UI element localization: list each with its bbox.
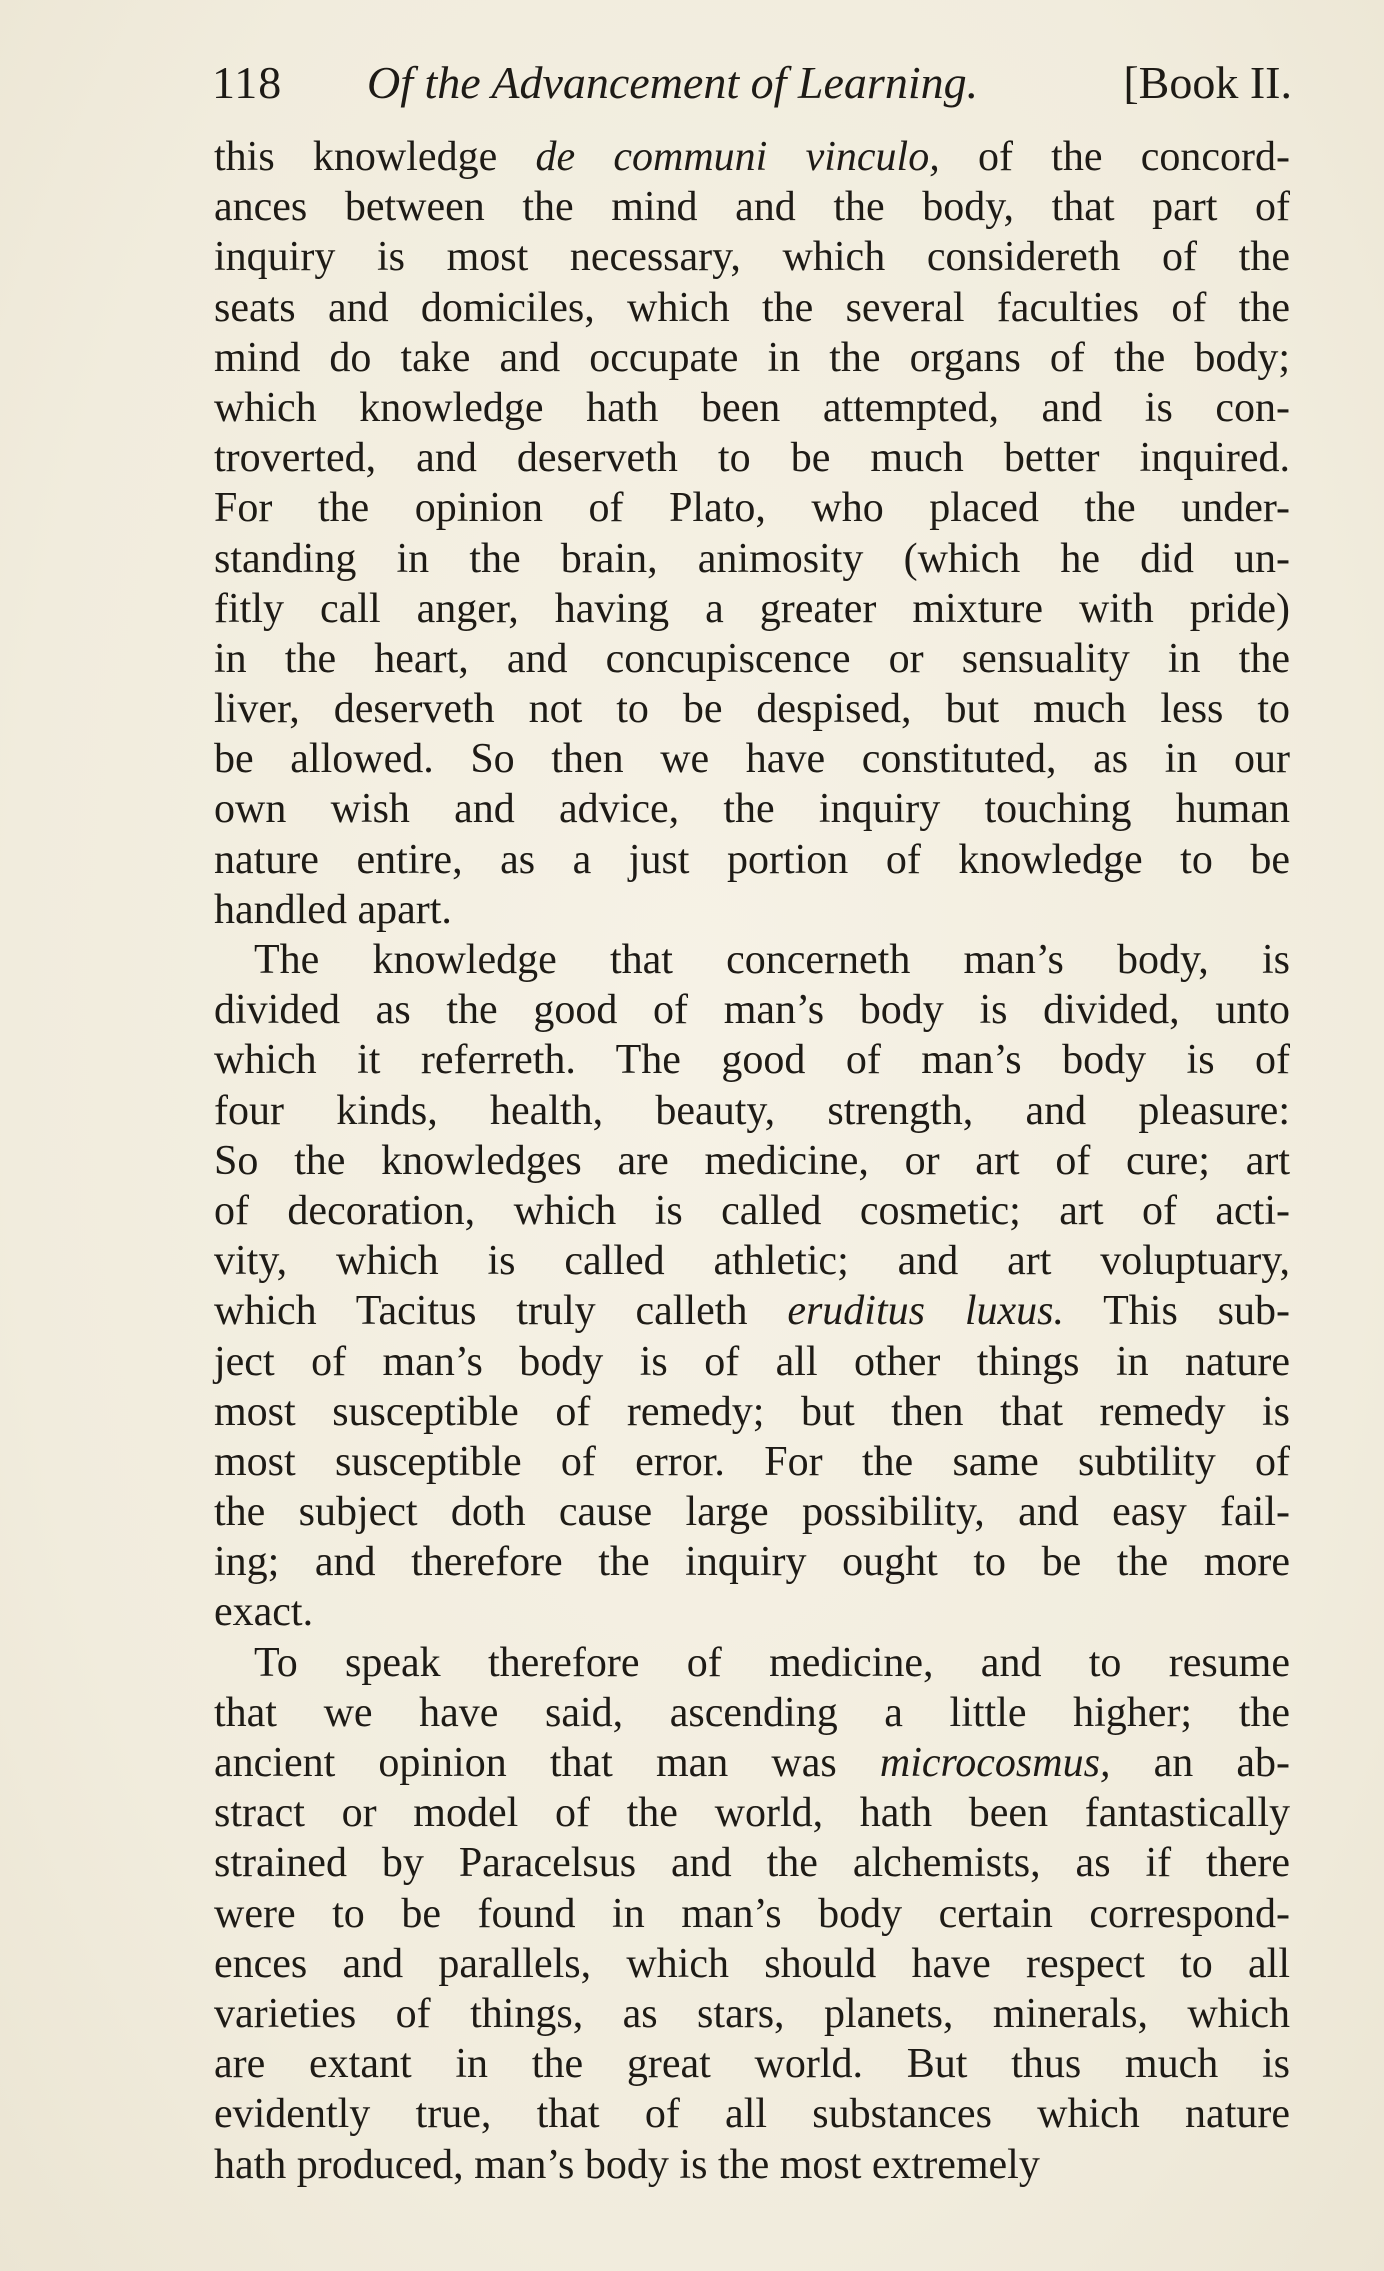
text-segment: ject of man’s body is of all other things in nature — [214, 1338, 1290, 1385]
text-line — [214, 885, 1290, 935]
text-segment: of decoration, which is called cosmetic; art of acti- — [214, 1187, 1290, 1234]
text-line — [214, 1186, 1290, 1236]
text-segment: which it referreth. The good of man’s body is of — [214, 1037, 1290, 1084]
text-segment: For the opinion of Plato, who placed the under- — [214, 485, 1290, 532]
text-segment: ences and parallels, which should have respect to all — [214, 1940, 1290, 1987]
text-segment: four kinds, health, beauty, strength, and pleasure: — [214, 1087, 1290, 1134]
text-line — [214, 1337, 1290, 1387]
text-segment: most susceptible of error. For the same subtility of — [214, 1438, 1290, 1485]
text-line — [214, 1286, 1290, 1336]
text-line — [214, 684, 1290, 734]
text-line — [214, 1738, 1290, 1788]
text-line — [214, 1587, 1290, 1637]
text-segment: are extant in the great world. But thus much is — [214, 2041, 1290, 2088]
text-line — [214, 1537, 1290, 1587]
text-line — [214, 383, 1290, 433]
text-segment: troverted, and deserveth to be much better inquired. — [214, 435, 1290, 482]
text-line — [214, 132, 1290, 182]
text-segment: divided as the good of man’s body is divided, unto — [214, 987, 1290, 1034]
text-line — [214, 1838, 1290, 1888]
text-line — [214, 835, 1290, 885]
text-segment: This sub- — [1064, 1288, 1290, 1335]
text-line — [214, 1788, 1290, 1838]
text-segment: inquiry is most necessary, which considereth of the — [214, 234, 1290, 281]
italic-term: microcosmus, — [879, 1740, 1111, 1786]
text-segment: ing; and therefore the inquiry ought to be the more — [214, 1539, 1290, 1586]
text-segment: this knowledge — [214, 134, 536, 180]
italic-term: de communi vinculo, — [535, 134, 940, 180]
text-segment: liver, deserveth not to be despised, but much less to — [214, 686, 1290, 733]
text-line — [214, 1437, 1290, 1487]
text-line — [214, 2089, 1290, 2139]
text-line — [214, 534, 1290, 584]
text-segment: exact. — [214, 1589, 314, 1636]
text-line — [214, 1136, 1290, 1186]
text-segment: which knowledge hath been attempted, and is con- — [214, 384, 1290, 431]
text-line — [214, 483, 1290, 533]
text-segment: that we have said, ascending a little higher; the — [214, 1689, 1290, 1736]
text-segment: So the knowledges are medicine, or art of cure; art — [214, 1137, 1290, 1184]
text-segment: own wish and advice, the inquiry touching human — [214, 786, 1290, 833]
text-segment: standing in the brain, animosity (which he did un- — [214, 535, 1290, 582]
text-segment: nature entire, as a just portion of knowledge to be — [214, 836, 1290, 883]
page-number: 118 — [212, 57, 283, 108]
text-segment: handled apart. — [214, 886, 452, 933]
text-line — [214, 1035, 1290, 1085]
text-segment: in the heart, and concupiscence or sensuality in the — [214, 635, 1290, 682]
text-line — [214, 333, 1290, 383]
text-line — [214, 232, 1290, 282]
text-segment: evidently true, that of all substances which nature — [214, 2091, 1290, 2138]
text-segment: be allowed. So then we have constituted, as in our — [214, 736, 1290, 783]
text-segment: hath produced, man’s body is the most extremely — [214, 2141, 1040, 2188]
text-segment: varieties of things, as stars, planets, minerals, which — [214, 1990, 1290, 2037]
text-segment: most susceptible of remedy; but then that remedy is — [214, 1388, 1290, 1435]
running-title: Of the Advancement of Learning. — [367, 57, 979, 108]
text-line — [214, 433, 1290, 483]
text-line — [214, 935, 1290, 985]
text-line — [214, 1236, 1290, 1286]
text-segment: of the concord- — [939, 134, 1290, 180]
book-reference: [Book II. — [1123, 57, 1292, 108]
text-line — [214, 283, 1290, 333]
text-segment: ances between the mind and the body, that part of — [214, 184, 1290, 231]
italic-term: eruditus luxus. — [787, 1288, 1065, 1335]
text-segment: the subject doth cause large possibility, and easy fail- — [214, 1489, 1290, 1536]
body-text — [214, 132, 1290, 2190]
text-line — [214, 2039, 1290, 2089]
text-line — [214, 1688, 1290, 1738]
text-segment: To speak therefore of medicine, and to resume — [254, 1639, 1290, 1686]
text-segment: The knowledge that concerneth man’s body, is — [254, 937, 1290, 983]
text-line — [214, 1387, 1290, 1437]
text-segment: an ab- — [1110, 1740, 1290, 1786]
text-line — [214, 1989, 1290, 2039]
text-line — [214, 985, 1290, 1035]
text-segment: mind do take and occupate in the organs of the body; — [214, 334, 1290, 381]
running-header — [212, 48, 1292, 118]
text-line — [214, 1487, 1290, 1537]
text-segment: which Tacitus truly calleth — [214, 1288, 788, 1335]
text-line — [214, 734, 1290, 784]
text-segment: vity, which is called athletic; and art voluptuary, — [214, 1238, 1290, 1285]
text-line — [214, 182, 1290, 232]
text-line — [214, 1086, 1290, 1136]
text-segment: fitly call anger, having a greater mixture with pride) — [214, 585, 1290, 632]
text-line — [214, 784, 1290, 834]
text-segment: were to be found in man’s body certain correspond- — [214, 1890, 1290, 1937]
text-segment: strained by Paracelsus and the alchemists, as if there — [214, 1840, 1290, 1887]
text-segment: ancient opinion that man was — [214, 1740, 880, 1786]
text-line — [214, 1889, 1290, 1939]
text-line — [214, 584, 1290, 634]
text-line — [214, 1939, 1290, 1989]
text-line — [214, 634, 1290, 684]
text-segment: stract or model of the world, hath been fantastically — [214, 1790, 1290, 1837]
text-line — [214, 1638, 1290, 1688]
text-segment: seats and domiciles, which the several faculties of the — [214, 284, 1290, 331]
text-line — [214, 2140, 1290, 2190]
